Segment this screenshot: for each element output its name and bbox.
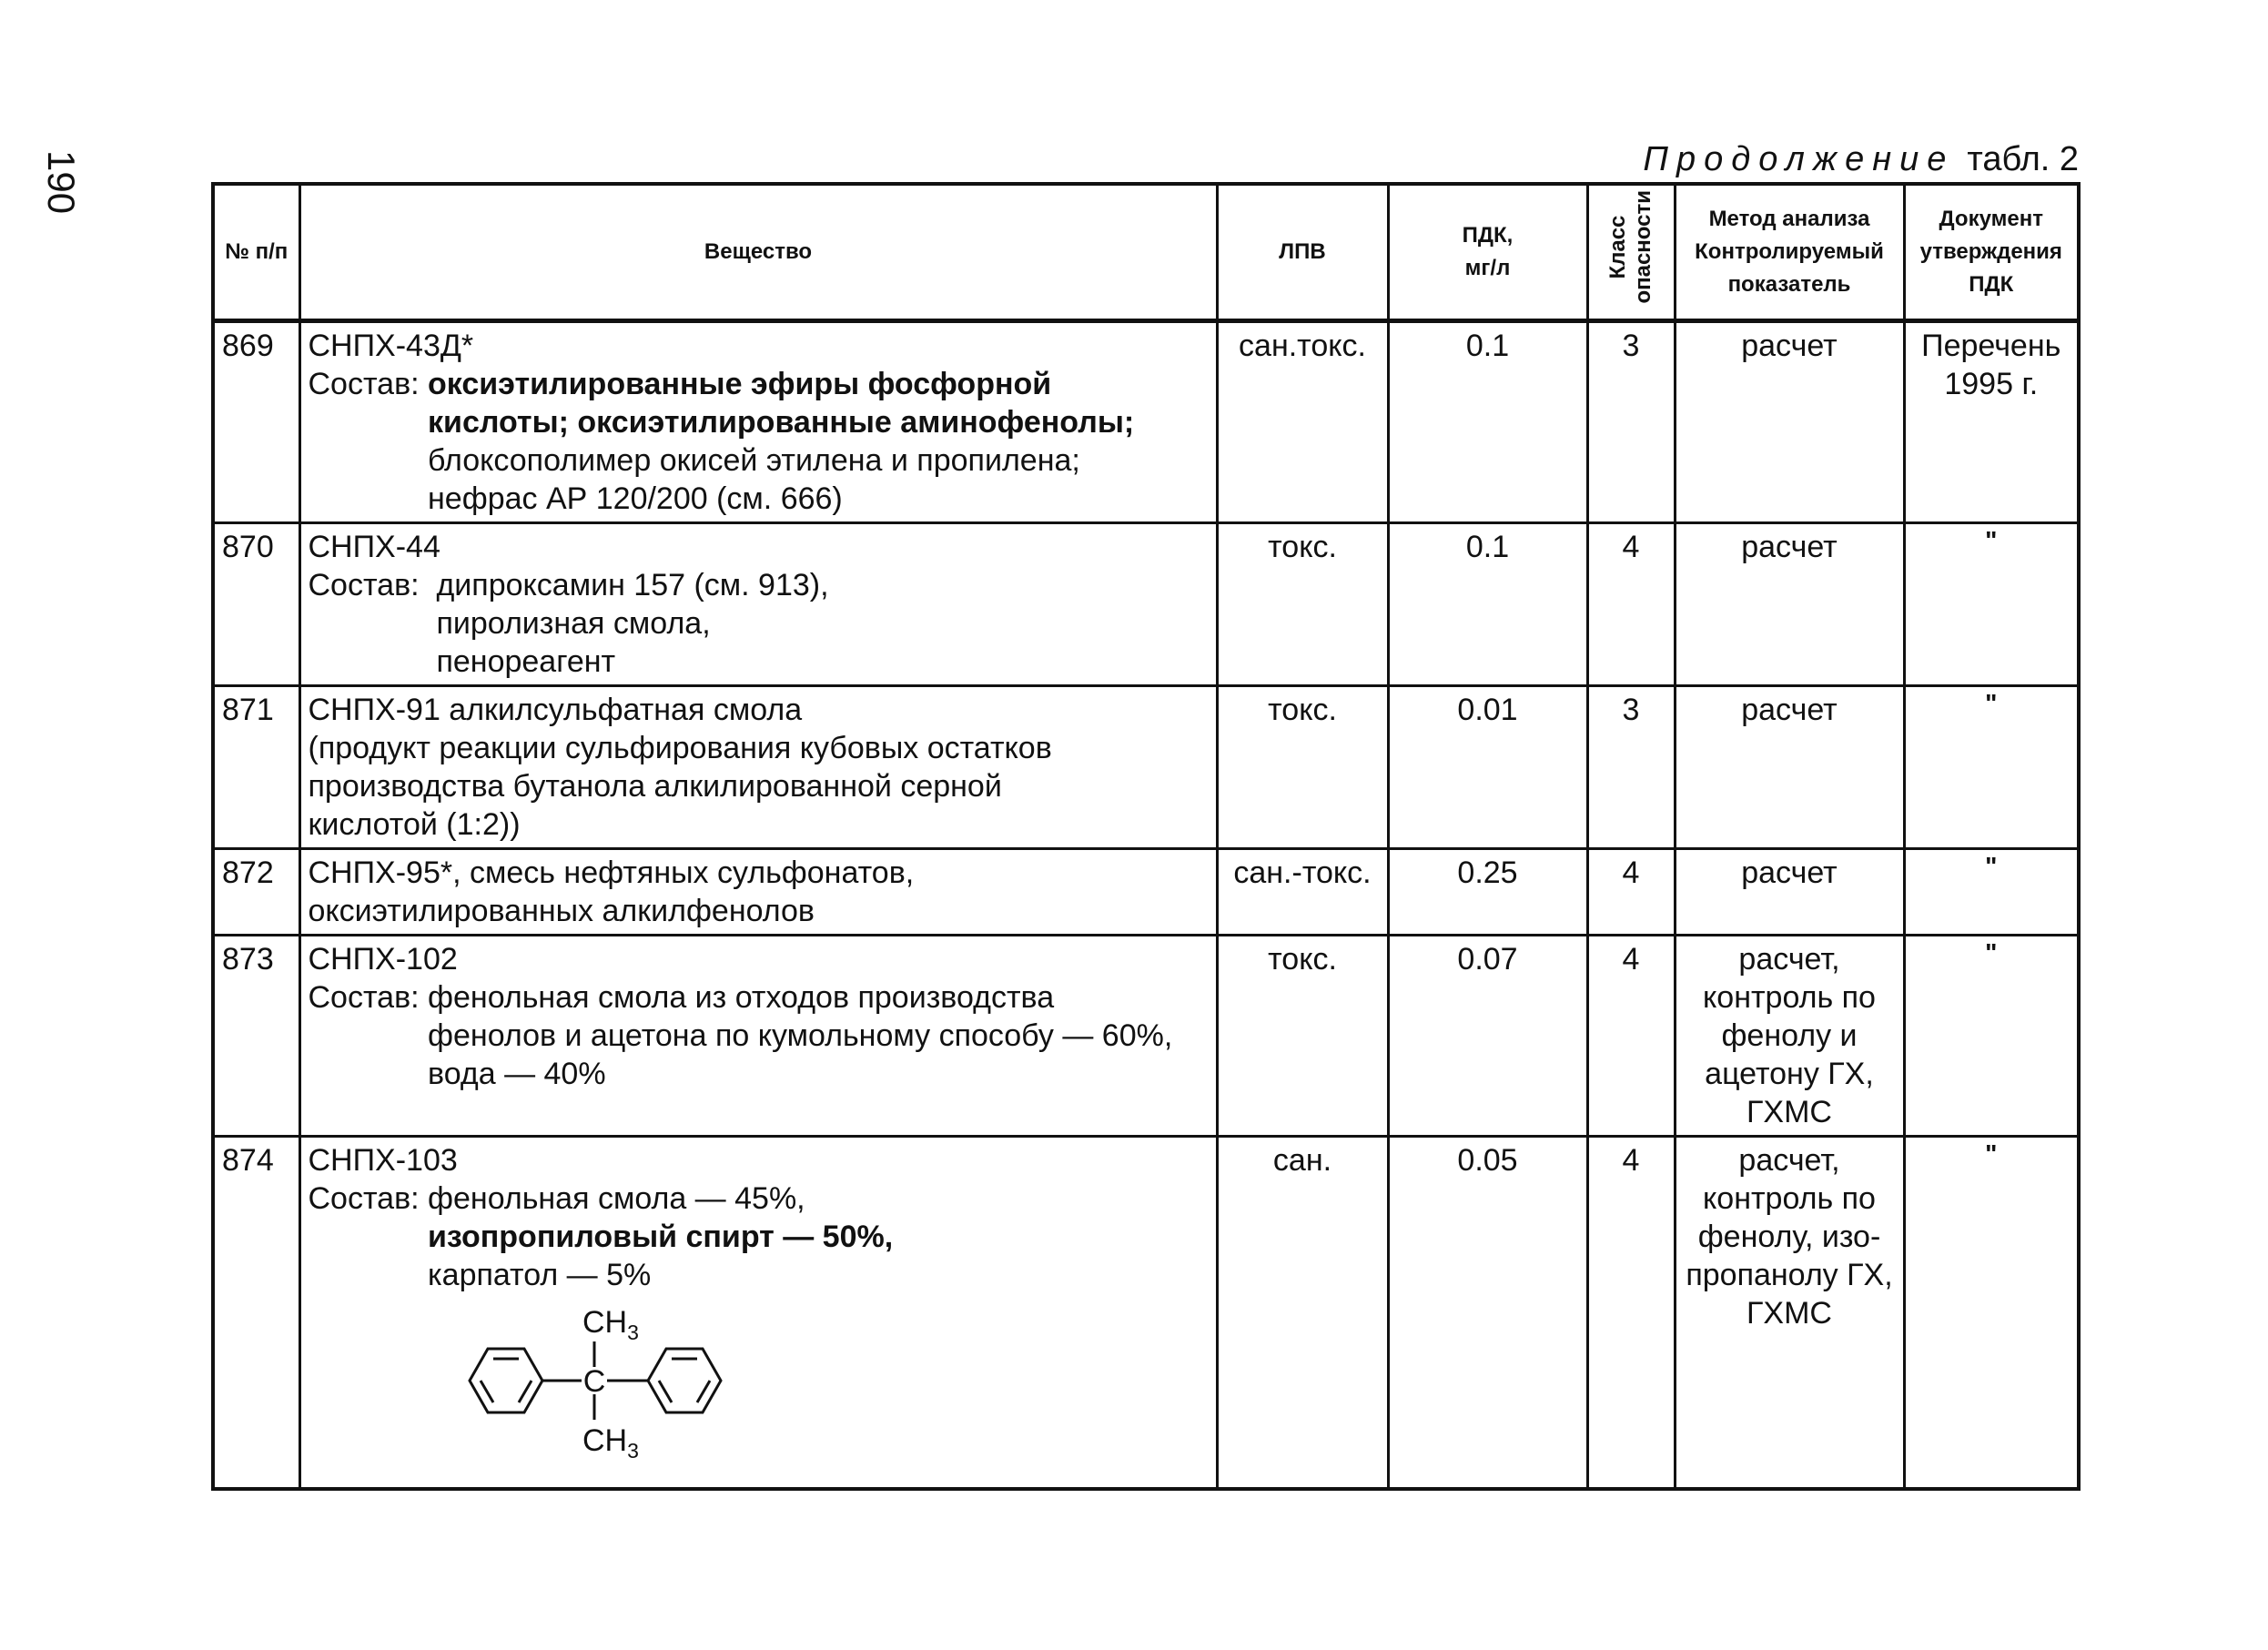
composition-line: фенольная смола — 45%, bbox=[428, 1180, 805, 1216]
composition-line: изопропиловый спирт — 50%, bbox=[428, 1219, 894, 1254]
substance-name: СНПХ-44 bbox=[308, 529, 440, 564]
substance-name: СНПХ-102 bbox=[308, 941, 458, 977]
composition-line: кислоты; оксиэтилированные аминофенолы; bbox=[428, 404, 1135, 440]
substance-cell bbox=[299, 1136, 1217, 1489]
pdk-cell: 0.07 bbox=[1388, 935, 1587, 1136]
composition-line: дипроксамин 157 (см. 913), bbox=[436, 567, 829, 602]
substance-line: (продукт реакции сульфирования кубовых остатков bbox=[308, 730, 1052, 765]
central-carbon-atom: C bbox=[582, 1363, 605, 1399]
composition-line: фенолов и ацетона по кумольному способу — 60%, bbox=[428, 1017, 1173, 1053]
substance-name: СНПХ-43Д* bbox=[308, 328, 474, 363]
substance-line: СНПХ-95*, смесь нефтяных сульфонатов, bbox=[308, 855, 915, 890]
substance-line: кислотой (1:2)) bbox=[308, 806, 521, 842]
composition-line: блоксополимер окисей этилена и пропилена; bbox=[428, 442, 1080, 478]
header-line: ПДК bbox=[1969, 271, 2014, 297]
table-row bbox=[213, 522, 2079, 685]
substance-name: СНПХ-103 bbox=[308, 1142, 458, 1178]
composition-line: пенореагент bbox=[436, 643, 616, 679]
row-number: 869 bbox=[213, 320, 299, 522]
header-hazard-class bbox=[1587, 184, 1675, 320]
composition-line: фенольная смола из отходов производства bbox=[428, 979, 1055, 1015]
method-cell bbox=[1675, 935, 1904, 1136]
document-cell bbox=[1904, 1136, 2079, 1489]
substance-cell bbox=[299, 320, 1217, 522]
method-line: ГХМС bbox=[1747, 1295, 1832, 1331]
ditto-mark: " bbox=[1985, 688, 1998, 717]
method-line: расчет bbox=[1741, 529, 1838, 564]
method-line: ГХМС bbox=[1747, 1094, 1832, 1129]
table-row bbox=[213, 320, 2079, 522]
hazard-class-label bbox=[1605, 190, 1656, 304]
substance-line: СНПХ-91 алкилсульфатная смола bbox=[308, 692, 803, 727]
composition-line: нефрас АР 120/200 (см. 666) bbox=[428, 481, 843, 516]
composition-label: Состав: bbox=[308, 979, 429, 1015]
header-line: Класс bbox=[1605, 215, 1630, 279]
header-line: Метод анализа bbox=[1708, 206, 1870, 231]
substances-table bbox=[211, 182, 2081, 1491]
methyl-group-bottom bbox=[582, 1423, 639, 1463]
composition bbox=[309, 365, 1209, 518]
document-cell bbox=[1904, 522, 2079, 685]
method-cell bbox=[1675, 1136, 1904, 1489]
row-number: 871 bbox=[213, 685, 299, 848]
continuation-word: Продолжение bbox=[1643, 140, 1955, 178]
header-line: мг/л bbox=[1464, 255, 1511, 280]
benzene-ring-right bbox=[648, 1349, 721, 1412]
substance-cell bbox=[299, 848, 1217, 935]
method-line: расчет, bbox=[1738, 941, 1840, 977]
ditto-mark: " bbox=[1985, 1139, 1998, 1168]
header-method bbox=[1675, 184, 1904, 320]
header-pdk bbox=[1388, 184, 1587, 320]
lpv-cell: сан.-токс. bbox=[1217, 848, 1388, 935]
row-number: 870 bbox=[213, 522, 299, 685]
method-line: фенолу, изо- bbox=[1697, 1219, 1881, 1254]
method-cell bbox=[1675, 685, 1904, 848]
header-line: Документ bbox=[1939, 206, 2043, 231]
lpv-cell: токс. bbox=[1217, 522, 1388, 685]
header-substance: Вещество bbox=[299, 184, 1217, 320]
methyl-ch: CH bbox=[582, 1422, 627, 1458]
document-line: 1995 г. bbox=[1944, 366, 2039, 401]
header-line: опасности bbox=[1631, 189, 1655, 304]
composition-line: оксиэтилированные эфиры фосфорной bbox=[428, 366, 1052, 401]
table-row bbox=[213, 935, 2079, 1136]
hazard-class-cell: 3 bbox=[1587, 685, 1675, 848]
lpv-cell: сан.токс. bbox=[1217, 320, 1388, 522]
method-cell bbox=[1675, 320, 1904, 522]
table-continuation-caption bbox=[1643, 142, 2079, 177]
composition bbox=[309, 1179, 1209, 1294]
row-number: 874 bbox=[213, 1136, 299, 1489]
pdk-cell: 0.25 bbox=[1388, 848, 1587, 935]
method-line: расчет bbox=[1741, 692, 1838, 727]
table-header-row bbox=[213, 184, 2079, 320]
table-row bbox=[213, 848, 2079, 935]
pdk-cell: 0.1 bbox=[1388, 522, 1587, 685]
pdk-cell: 0.1 bbox=[1388, 320, 1587, 522]
composition-label: Состав: bbox=[308, 1180, 429, 1216]
methyl-group-top bbox=[582, 1305, 639, 1344]
ditto-mark: " bbox=[1985, 525, 1998, 554]
table-row bbox=[213, 685, 2079, 848]
header-document bbox=[1904, 184, 2079, 320]
method-line: ацетону ГХ, bbox=[1705, 1056, 1874, 1091]
substance-line: производства бутанола алкилированной серной bbox=[308, 768, 1002, 804]
header-lpv: ЛПВ bbox=[1217, 184, 1388, 320]
methyl-ch: CH bbox=[582, 1304, 627, 1340]
table-reference: табл. 2 bbox=[1967, 140, 2079, 178]
composition-label: Состав: bbox=[308, 366, 429, 401]
substance-line: оксиэтилированных алкилфенолов bbox=[308, 893, 815, 928]
hazard-class-cell: 3 bbox=[1587, 320, 1675, 522]
table-row bbox=[213, 1136, 2079, 1489]
methyl-subscript: 3 bbox=[626, 1320, 639, 1344]
document-line: Перечень bbox=[1921, 328, 2061, 363]
composition bbox=[309, 566, 1209, 681]
lpv-cell: токс. bbox=[1217, 935, 1388, 1136]
ditto-mark: " bbox=[1985, 851, 1998, 880]
substance-cell bbox=[299, 935, 1217, 1136]
carpatol-structural-formula bbox=[445, 1305, 773, 1478]
lpv-cell: токс. bbox=[1217, 685, 1388, 848]
composition-label: Состав: bbox=[308, 567, 437, 602]
composition-line: карпатол — 5% bbox=[428, 1257, 652, 1292]
header-line: ПДК, bbox=[1462, 222, 1514, 248]
header-line: Контролируемый bbox=[1695, 238, 1884, 264]
lpv-cell: сан. bbox=[1217, 1136, 1388, 1489]
hazard-class-cell: 4 bbox=[1587, 522, 1675, 685]
header-line: показатель bbox=[1727, 271, 1851, 297]
header-line: утверждения bbox=[1919, 238, 2062, 264]
method-cell bbox=[1675, 522, 1904, 685]
document-cell bbox=[1904, 320, 2079, 522]
method-line: фенолу и bbox=[1721, 1017, 1858, 1053]
composition-line: пиролизная смола, bbox=[436, 605, 711, 641]
document-cell bbox=[1904, 848, 2079, 935]
row-number: 873 bbox=[213, 935, 299, 1136]
method-line: контроль по bbox=[1703, 979, 1876, 1015]
method-line: расчет bbox=[1741, 855, 1838, 890]
method-line: расчет, bbox=[1738, 1142, 1840, 1178]
methyl-subscript: 3 bbox=[626, 1438, 639, 1463]
method-cell bbox=[1675, 848, 1904, 935]
hazard-class-cell: 4 bbox=[1587, 935, 1675, 1136]
method-line: контроль по bbox=[1703, 1180, 1876, 1216]
pdk-cell: 0.01 bbox=[1388, 685, 1587, 848]
substance-cell bbox=[299, 685, 1217, 848]
composition-line: вода — 40% bbox=[428, 1056, 606, 1091]
document-cell bbox=[1904, 935, 2079, 1136]
composition bbox=[309, 978, 1209, 1093]
hazard-class-cell: 4 bbox=[1587, 848, 1675, 935]
hazard-class-cell: 4 bbox=[1587, 1136, 1675, 1489]
method-line: расчет bbox=[1741, 328, 1838, 363]
page-number: 190 bbox=[40, 150, 83, 215]
method-line: пропанолу ГХ, bbox=[1686, 1257, 1893, 1292]
document-cell bbox=[1904, 685, 2079, 848]
ditto-mark: " bbox=[1985, 937, 1998, 967]
substance-cell bbox=[299, 522, 1217, 685]
pdk-cell: 0.05 bbox=[1388, 1136, 1587, 1489]
header-num: № п/п bbox=[213, 184, 299, 320]
row-number: 872 bbox=[213, 848, 299, 935]
benzene-ring-left bbox=[470, 1349, 542, 1412]
